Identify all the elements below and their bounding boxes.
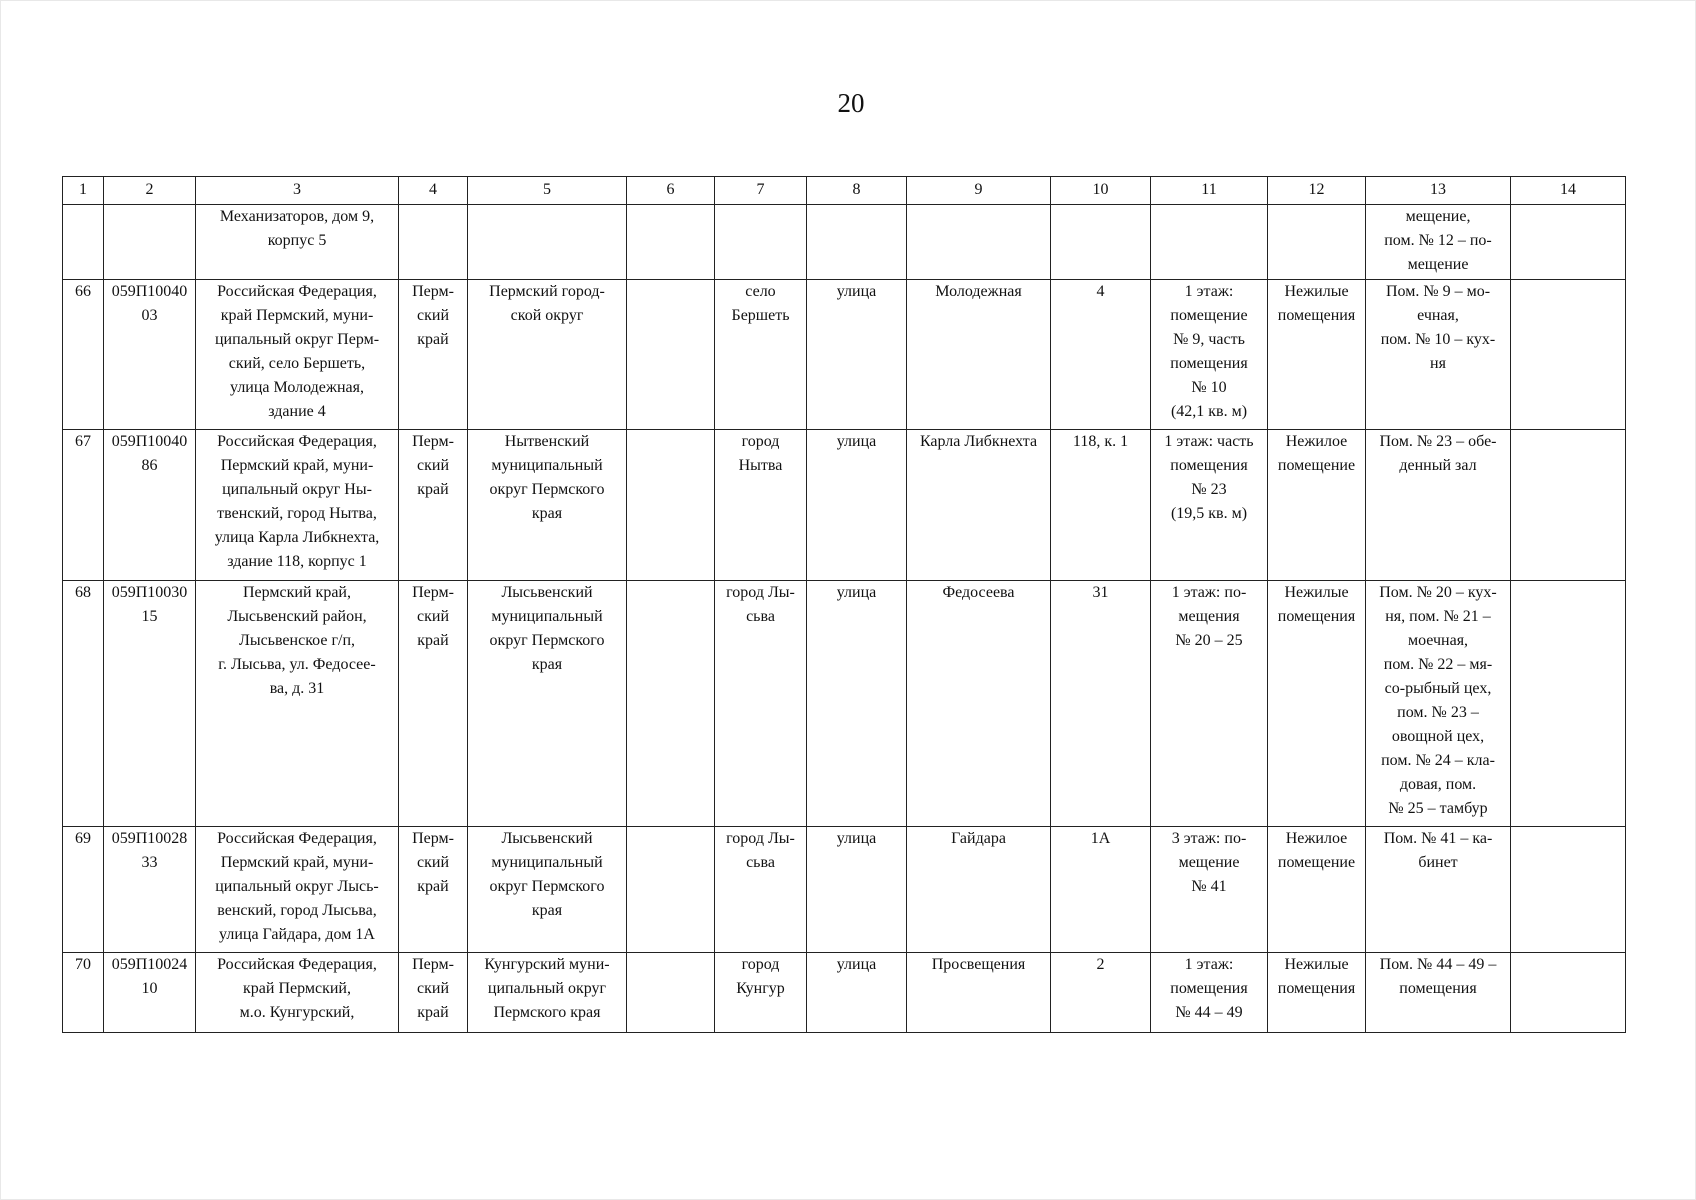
notes-cell (1511, 581, 1626, 827)
floor-premises-cell: 1 этаж: часть помещения № 23 (19,5 кв. м) (1151, 430, 1268, 581)
street-name-cell: Гайдара (907, 827, 1051, 953)
table-row (63, 953, 1626, 1033)
address-cell: Российская Федерация, край Пермский, муни- ципальный округ Перм- ский, село Бершеть, улица Молодежная, здание 4 (196, 280, 399, 430)
region-cell: Перм- ский край (399, 581, 468, 827)
table-row (63, 430, 1626, 581)
row-number-cell: 68 (63, 581, 104, 827)
premises-description-cell: Пом. № 23 – обе- денный зал (1366, 430, 1511, 581)
house-number-cell: 31 (1051, 581, 1151, 827)
row-number-cell: 70 (63, 953, 104, 1033)
street-type-cell: улица (807, 280, 907, 430)
settlement-cell: город Нытва (715, 430, 807, 581)
settlement-cell: город Кунгур (715, 953, 807, 1033)
region-cell (399, 205, 468, 280)
column-header: 4 (399, 177, 468, 205)
street-type-cell: улица (807, 953, 907, 1033)
table-row (63, 205, 1626, 280)
house-number-cell (1051, 205, 1151, 280)
table-row (63, 280, 1626, 430)
address-cell: Пермский край, Лысьвенский район, Лысьвенское г/п, г. Лысьва, ул. Федосее- ва, д. 31 (196, 581, 399, 827)
notes-cell (1511, 280, 1626, 430)
column-header: 8 (807, 177, 907, 205)
premises-type-cell (1268, 205, 1366, 280)
settlement-cell: город Лы- сьва (715, 581, 807, 827)
notes-cell (1511, 430, 1626, 581)
street-type-cell: улица (807, 581, 907, 827)
empty-cell (627, 581, 715, 827)
row-number-cell (63, 205, 104, 280)
settlement-cell: город Лы- сьва (715, 827, 807, 953)
empty-cell (627, 827, 715, 953)
premises-description-cell: Пом. № 20 – кух- ня, пом. № 21 – моечная, пом. № 22 – мя- со-рыбный цех, пом. № 23 – овощной цех, пом. № 24 – кла- довая, пом. № 25 – тамбур (1366, 581, 1511, 827)
cadastral-number-cell (104, 205, 196, 280)
empty-cell (627, 205, 715, 280)
house-number-cell: 118, к. 1 (1051, 430, 1151, 581)
cadastral-number-cell: 059П10040 03 (104, 280, 196, 430)
premises-description-cell: Пом. № 41 – ка- бинет (1366, 827, 1511, 953)
notes-cell (1511, 953, 1626, 1033)
empty-cell (627, 953, 715, 1033)
cadastral-number-cell: 059П10024 10 (104, 953, 196, 1033)
notes-cell (1511, 827, 1626, 953)
floor-premises-cell: 1 этаж: помещение № 9, часть помещения № 10 (42,1 кв. м) (1151, 280, 1268, 430)
street-type-cell: улица (807, 827, 907, 953)
column-header: 13 (1366, 177, 1511, 205)
property-registry-table (62, 176, 1626, 1033)
municipality-cell: Кунгурский муни- ципальный округ Пермского края (468, 953, 627, 1033)
column-header: 11 (1151, 177, 1268, 205)
premises-type-cell: Нежилые помещения (1268, 280, 1366, 430)
street-name-cell: Молодежная (907, 280, 1051, 430)
column-header: 2 (104, 177, 196, 205)
municipality-cell: Нытвенский муниципальный округ Пермского края (468, 430, 627, 581)
cadastral-number-cell: 059П10040 86 (104, 430, 196, 581)
page-number: 20 (837, 88, 865, 118)
premises-type-cell: Нежилые помещения (1268, 953, 1366, 1033)
empty-cell (627, 430, 715, 581)
table-row (63, 827, 1626, 953)
column-header: 9 (907, 177, 1051, 205)
region-cell: Перм- ский край (399, 827, 468, 953)
premises-description-cell: мещение, пом. № 12 – по- мещение (1366, 205, 1511, 280)
column-header: 12 (1268, 177, 1366, 205)
street-name-cell: Карла Либкнехта (907, 430, 1051, 581)
empty-cell (627, 280, 715, 430)
house-number-cell: 1А (1051, 827, 1151, 953)
settlement-cell (715, 205, 807, 280)
row-number-cell: 66 (63, 280, 104, 430)
street-name-cell (907, 205, 1051, 280)
column-header: 7 (715, 177, 807, 205)
column-header: 14 (1511, 177, 1626, 205)
table-row (63, 581, 1626, 827)
floor-premises-cell: 1 этаж: помещения № 44 – 49 (1151, 953, 1268, 1033)
municipality-cell (468, 205, 627, 280)
floor-premises-cell: 1 этаж: по- мещения № 20 – 25 (1151, 581, 1268, 827)
street-type-cell: улица (807, 430, 907, 581)
region-cell: Перм- ский край (399, 430, 468, 581)
premises-description-cell: Пом. № 9 – мо- ечная, пом. № 10 – кух- ня (1366, 280, 1511, 430)
column-header: 3 (196, 177, 399, 205)
column-header: 10 (1051, 177, 1151, 205)
address-cell: Российская Федерация, Пермский край, муни- ципальный округ Ны- твенский, город Нытва, улица Карла Либкнехта, здание 118, корпус 1 (196, 430, 399, 581)
address-cell: Российская Федерация, Пермский край, муни- ципальный округ Лысь- венский, город Лысьва, улица Гайдара, дом 1А (196, 827, 399, 953)
street-name-cell: Федосеева (907, 581, 1051, 827)
settlement-cell: село Бершеть (715, 280, 807, 430)
notes-cell (1511, 205, 1626, 280)
region-cell: Перм- ский край (399, 953, 468, 1033)
region-cell: Перм- ский край (399, 280, 468, 430)
cadastral-number-cell: 059П10030 15 (104, 581, 196, 827)
floor-premises-cell: 3 этаж: по- мещение № 41 (1151, 827, 1268, 953)
premises-type-cell: Нежилые помещения (1268, 581, 1366, 827)
municipality-cell: Лысьвенский муниципальный округ Пермского края (468, 581, 627, 827)
address-cell: Механизаторов, дом 9, корпус 5 (196, 205, 399, 280)
column-number-row (63, 177, 1626, 205)
row-number-cell: 69 (63, 827, 104, 953)
house-number-cell: 2 (1051, 953, 1151, 1033)
house-number-cell: 4 (1051, 280, 1151, 430)
cadastral-number-cell: 059П10028 33 (104, 827, 196, 953)
municipality-cell: Пермский город- ской округ (468, 280, 627, 430)
street-type-cell (807, 205, 907, 280)
column-header: 6 (627, 177, 715, 205)
municipality-cell: Лысьвенский муниципальный округ Пермского края (468, 827, 627, 953)
row-number-cell: 67 (63, 430, 104, 581)
premises-type-cell: Нежилое помещение (1268, 430, 1366, 581)
floor-premises-cell (1151, 205, 1268, 280)
street-name-cell: Просвещения (907, 953, 1051, 1033)
premises-description-cell: Пом. № 44 – 49 – помещения (1366, 953, 1511, 1033)
premises-type-cell: Нежилое помещение (1268, 827, 1366, 953)
address-cell: Российская Федерация, край Пермский, м.о. Кунгурский, (196, 953, 399, 1033)
column-header: 1 (63, 177, 104, 205)
column-header: 5 (468, 177, 627, 205)
